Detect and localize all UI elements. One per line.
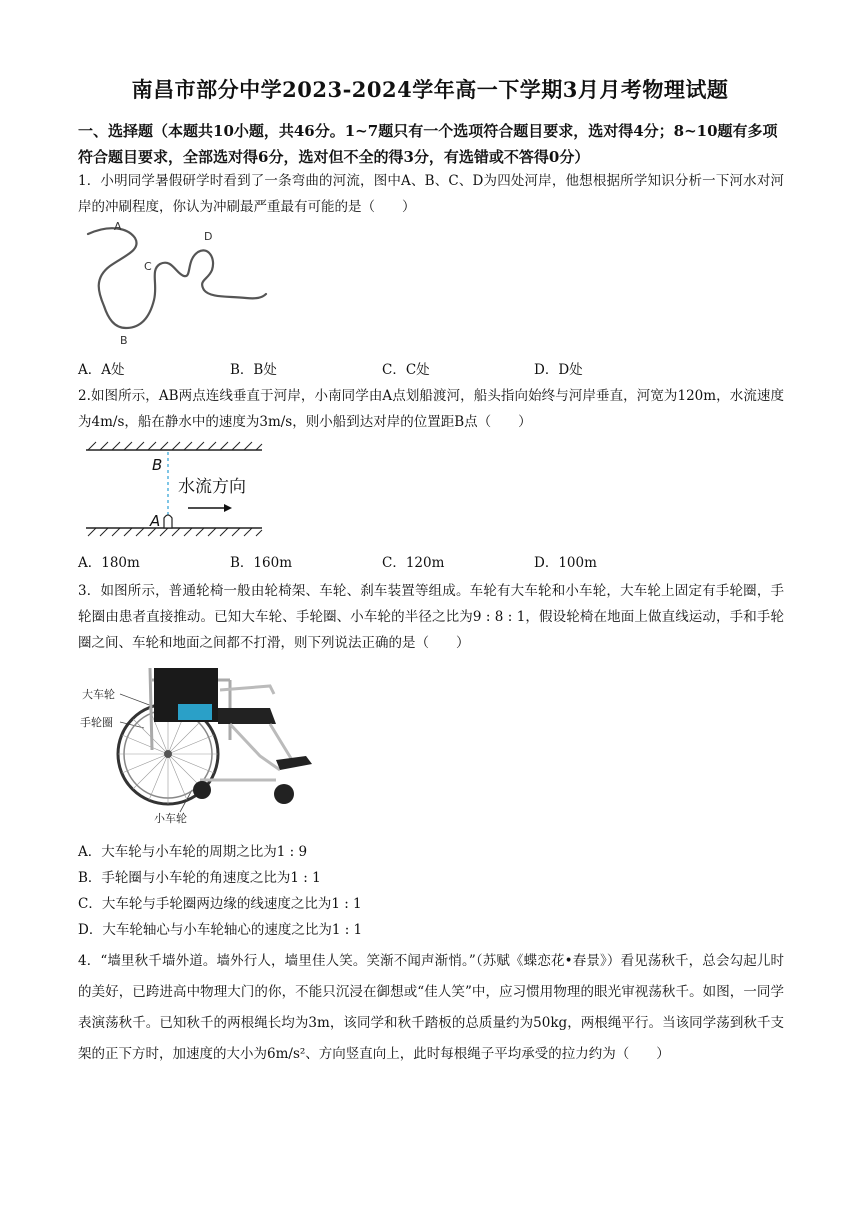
section-heading: 一、选择题（本题共10小题，共46分。1~7题只有一个选项符合题目要求，选对得4分；8~10题有多项符合题目要求，全部选对得6分，选对但不全的得3分，有选错或不答得0分） (78, 122, 778, 166)
q1-option-a[interactable]: A．A处 (78, 362, 125, 378)
q2-option-c[interactable]: C．120m (382, 555, 445, 571)
river-label-d: D (204, 230, 213, 243)
question-1-options (78, 358, 784, 380)
q2-option-b[interactable]: B．160m (230, 555, 292, 571)
q1-option-c[interactable]: C．C处 (382, 362, 430, 378)
wheelchair-figure (80, 660, 320, 830)
question-2-text: 2.如图所示，AB两点连线垂直于河岸，小南同学由A点划船渡河，船头指向始终与河岸垂直，河宽为120m，水流速度为4m/s，船在静水中的速度为3m/s，则小船到达对岸的位置距B点（ ） (78, 388, 784, 430)
q2-option-a[interactable]: A．180m (78, 555, 140, 571)
q3-option-d[interactable]: D．大车轮轴心与小车轮轴心的速度之比为1 : 1 (78, 922, 363, 938)
question-2-options (78, 551, 784, 573)
river-label-b: B (120, 334, 128, 347)
page-title: 南昌市部分中学2023-2024学年高一下学期3月月考物理试题 (131, 77, 729, 102)
point-b-label: B (152, 456, 163, 474)
river-label-c: C (144, 260, 152, 273)
river-crossing-figure (82, 440, 268, 540)
big-wheel-label: 大车轮 (82, 688, 115, 701)
river-label-a: A (114, 220, 122, 233)
q1-option-d[interactable]: D．D处 (534, 362, 583, 378)
small-wheel-label: 小车轮 (154, 812, 187, 825)
q3-option-b[interactable]: B．手轮圈与小车轮的角速度之比为1 : 1 (78, 870, 321, 886)
question-4-text: 4．“墙里秋千墙外道。墙外行人，墙里佳人笑。笑渐不闻声渐悄。”（苏赋《蝶恋花•春景》）看见荡秋千，总会勾起儿时的美好，已跨进高中物理大门的你，不能只沉浸在御想或“佳人笑”中，应习惯用物理的眼光审视荡秋千。如图，一同学表演荡秋千。已知秋千的两根绳长均为3m，该同学和秋千踏板的总质量约为50kg，两根绳平行。当该同学荡到秋千支架的正下方时，加速度的大小为6m/s²、方向竖直向上，此时每根绳子平均承受的拉力约为（ ） (78, 953, 784, 1062)
q1-option-b[interactable]: B．B处 (230, 362, 277, 378)
question-1-text: 1．小明同学暑假研学时看到了一条弯曲的河流，图中A、B、C、D为四处河岸，他想根据所学知识分析一下河水对河岸的冲刷程度，你认为冲刷最严重最有可能的是（ ） (78, 173, 784, 215)
river-figure (80, 218, 270, 348)
q2-option-d[interactable]: D．100m (534, 555, 597, 571)
question-3-text: 3．如图所示，普通轮椅一般由轮椅架、车轮、刹车装置等组成。车轮有大车轮和小车轮，大车轮上固定有手轮圈，手轮圈由患者直接推动。已知大车轮、手轮圈、小车轮的半径之比为9 : 8 : 1，假设轮椅在地面上做直线运动，手和手轮圈之间、车轮和地面之间都不打滑，则下列说法正确的是（ ） (78, 583, 784, 651)
q3-option-a[interactable]: A．大车轮与小车轮的周期之比为1 : 9 (78, 844, 308, 860)
flow-direction-label: 水流方向 (178, 477, 246, 497)
hand-rim-label: 手轮圈 (80, 716, 113, 729)
point-a-label: A (150, 512, 161, 530)
q3-option-c[interactable]: C．大车轮与手轮圈两边缘的线速度之比为1 : 1 (78, 896, 362, 912)
